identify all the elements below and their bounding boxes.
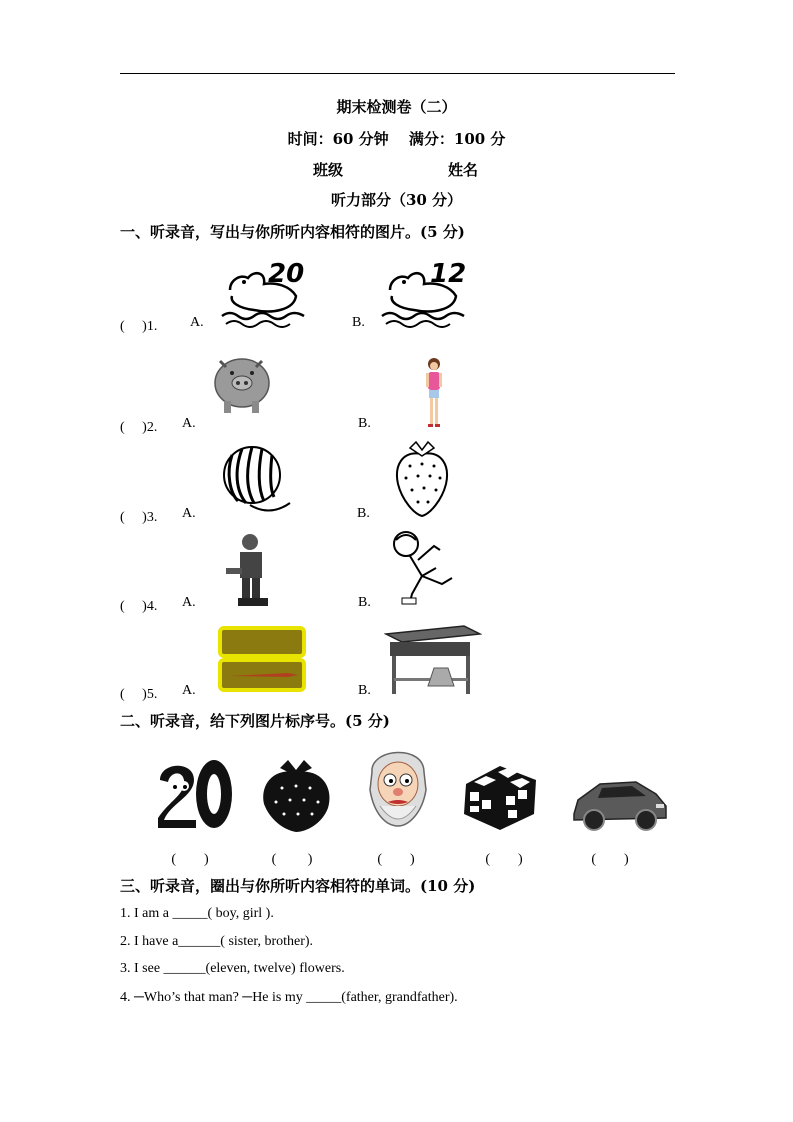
q2-option-a: A. <box>182 416 196 431</box>
grandfather-icon <box>364 742 432 828</box>
section3-item-3: 3. I see ______(eleven, twelve) flowers. <box>120 961 345 976</box>
strawberry-icon <box>392 440 452 518</box>
desk-icon <box>384 624 482 696</box>
svg-text:20: 20 <box>268 259 305 289</box>
number-20-icon <box>150 752 236 834</box>
q3-option-a: A. <box>182 506 196 521</box>
section3-item-1: 1. I am a _____( boy, girl ). <box>120 906 274 921</box>
q3-option-b: B. <box>357 506 370 521</box>
duck-20-icon <box>220 252 308 330</box>
q2-label: ( )2. <box>120 420 158 435</box>
part-title: 听力部分（30 分） <box>330 191 463 209</box>
q4-option-b: B. <box>358 595 371 610</box>
q4-label: ( )4. <box>120 599 158 614</box>
q3-label: ( )3. <box>120 510 158 525</box>
q5-option-b: B. <box>358 683 371 698</box>
pencil-box-icon <box>218 626 306 692</box>
section2-blank-1[interactable]: ( ) <box>171 852 209 867</box>
section3-item-4: 4. ─Who’s that man? ─He is my _____(father, grandfather). <box>120 990 458 1005</box>
section3-heading: 三、听录音，圈出与你所听内容相符的单词。(10 分) <box>120 877 476 895</box>
section2-blank-3[interactable]: ( ) <box>377 852 415 867</box>
time-score-line: 时间：60 分钟 满分：100 分 <box>287 130 506 148</box>
section3-item-2: 2. I have a______( sister, brother). <box>120 934 314 949</box>
watermelon-icon <box>220 443 294 517</box>
section2-blank-2[interactable]: ( ) <box>271 852 313 867</box>
q1-label: ( )1. <box>120 319 158 334</box>
section2-blank-5[interactable]: ( ) <box>591 852 629 867</box>
section2-heading: 二、听录音，给下列图片标序号。(5 分) <box>120 712 390 730</box>
q4-option-a: A. <box>182 595 196 610</box>
name-label: 姓名 <box>448 161 479 179</box>
section2-blank-4[interactable]: ( ) <box>485 852 523 867</box>
man-icon <box>222 530 272 608</box>
duck-12-icon <box>380 252 470 330</box>
page-title: 期末检测卷（二） <box>336 98 457 116</box>
girl-icon <box>422 355 446 431</box>
q5-option-a: A. <box>182 683 196 698</box>
section1-heading: 一、听录音，写出与你所听内容相符的图片。(5 分) <box>120 223 465 241</box>
q1-option-a: A. <box>190 315 204 330</box>
q1-option-b: B. <box>352 315 365 330</box>
q2-option-b: B. <box>358 416 371 431</box>
svg-text:12: 12 <box>430 259 467 289</box>
rubiks-cube-icon <box>460 760 540 832</box>
boy-icon <box>388 528 458 608</box>
top-rule <box>120 73 675 74</box>
class-label: 班级 <box>313 161 344 179</box>
car-icon <box>570 770 668 834</box>
q5-label: ( )5. <box>120 687 158 702</box>
pig-icon <box>212 355 272 417</box>
section2-strawberry-icon <box>258 758 336 834</box>
